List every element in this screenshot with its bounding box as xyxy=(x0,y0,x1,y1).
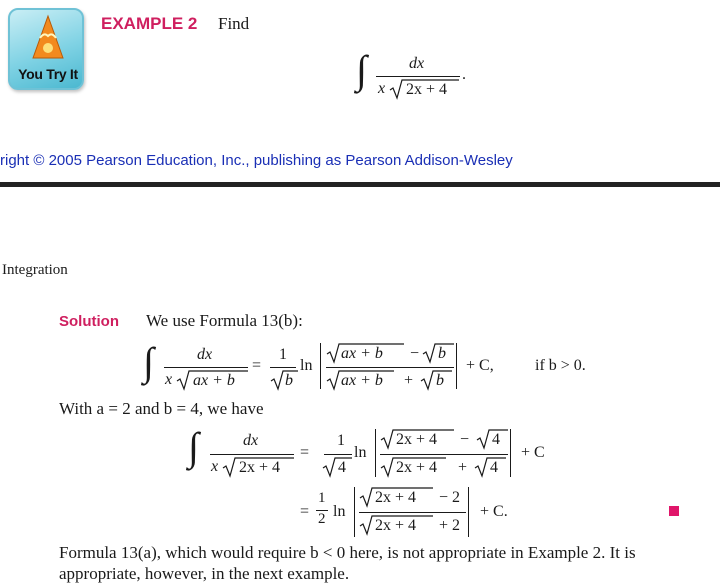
closing-line-1: Formula 13(a), which would require b < 0 here, is not appropriate in Example 2. It is xyxy=(59,543,636,562)
abs-bar-right xyxy=(456,343,457,389)
line3-abs-num-radicand: 2x + 4 xyxy=(375,489,417,506)
line3-coef-denominator: 2 xyxy=(318,511,326,527)
example-label: EXAMPLE 2 xyxy=(101,14,198,33)
line2-den-x: x xyxy=(211,458,219,475)
line2-tail: + C xyxy=(521,444,545,461)
example-den-radicand: 2x + 4 xyxy=(406,81,448,98)
find-text: Find xyxy=(218,14,250,33)
line2-coef-den-radicand: 4 xyxy=(338,459,346,476)
equals-sign: = xyxy=(252,357,262,374)
logo-label: You Try It xyxy=(18,66,78,82)
closing-line-2: appropriate, however, in the next example. xyxy=(59,564,350,583)
line2-abs-num-radicand-2: 4 xyxy=(492,431,500,448)
example-den-x: x xyxy=(378,80,386,97)
abs-bar-right xyxy=(510,429,511,477)
plus-sign: + xyxy=(458,459,468,476)
formula-condition: if b > 0. xyxy=(535,357,586,374)
line2-abs-den-radicand-2: 4 xyxy=(490,459,498,476)
line3-abs-num-tail: − 2 xyxy=(439,489,461,506)
equals-sign: = xyxy=(300,444,310,461)
fraction-bar xyxy=(380,454,508,455)
fraction-bar xyxy=(270,367,296,368)
coef-numerator: 1 xyxy=(279,346,287,363)
fraction-bar xyxy=(376,76,460,77)
line3-abs-den-tail: + 2 xyxy=(439,517,461,534)
abs-bar-left xyxy=(375,429,376,477)
solution-intro: We use Formula 13(b): xyxy=(146,311,303,330)
abs-den-radicand-2: b xyxy=(436,372,444,389)
end-of-proof-square xyxy=(669,506,679,516)
minus-sign: − xyxy=(460,431,470,448)
fraction-bar xyxy=(210,454,294,455)
chapter-label: Integration xyxy=(2,262,68,278)
you-try-it-logo[interactable] xyxy=(8,8,84,90)
fraction-bar xyxy=(324,454,352,455)
line2-abs-den-radicand: 2x + 4 xyxy=(396,459,438,476)
line3-abs-den-radicand: 2x + 4 xyxy=(375,517,417,534)
pointer-hand-icon xyxy=(30,14,66,62)
example-numerator: dx xyxy=(409,55,425,72)
integral-sign: ∫ xyxy=(188,424,199,469)
abs-den-radicand: ax + b xyxy=(341,372,383,389)
line2-den-radicand: 2x + 4 xyxy=(239,459,281,476)
solution-label: Solution xyxy=(59,313,119,330)
copyright-notice: right © 2005 Pearson Education, Inc., publishing as Pearson Addison-Wesley xyxy=(0,152,513,169)
line2-coef-numerator: 1 xyxy=(337,432,345,449)
line3-coef-numerator: 1 xyxy=(318,490,326,506)
page-divider xyxy=(0,182,720,187)
fraction-bar xyxy=(164,367,248,368)
integral-sign: ∫ xyxy=(356,47,367,92)
radical-sign xyxy=(270,369,298,391)
plus-sign: + xyxy=(404,372,414,389)
line3-tail: + C. xyxy=(480,503,508,520)
abs-bar-left xyxy=(320,343,321,389)
formula-den-x: x xyxy=(165,371,173,388)
integral-sign: ∫ xyxy=(143,339,154,384)
fraction-bar xyxy=(359,512,466,513)
radical-sign xyxy=(322,456,352,478)
abs-num-radicand: ax + b xyxy=(341,345,383,362)
substitution-text: With a = 2 and b = 4, we have xyxy=(59,399,264,418)
abs-bar-left xyxy=(354,487,355,537)
abs-bar-right xyxy=(468,487,469,537)
coef-den-radicand: b xyxy=(285,372,293,389)
formula-den-radicand: ax + b xyxy=(193,372,235,389)
minus-sign: − xyxy=(410,345,420,362)
ln-text: ln xyxy=(354,444,367,461)
ln-text: ln xyxy=(300,357,313,374)
equals-sign: = xyxy=(300,503,310,520)
fraction-bar xyxy=(326,367,454,368)
ln-text: ln xyxy=(333,503,346,520)
formula-numerator: dx xyxy=(197,346,213,363)
example-period: . xyxy=(462,66,466,83)
abs-num-radicand-2: b xyxy=(438,345,446,362)
line2-numerator: dx xyxy=(243,432,259,449)
line2-abs-num-radicand: 2x + 4 xyxy=(396,431,438,448)
formula-tail: + C, xyxy=(466,357,494,374)
